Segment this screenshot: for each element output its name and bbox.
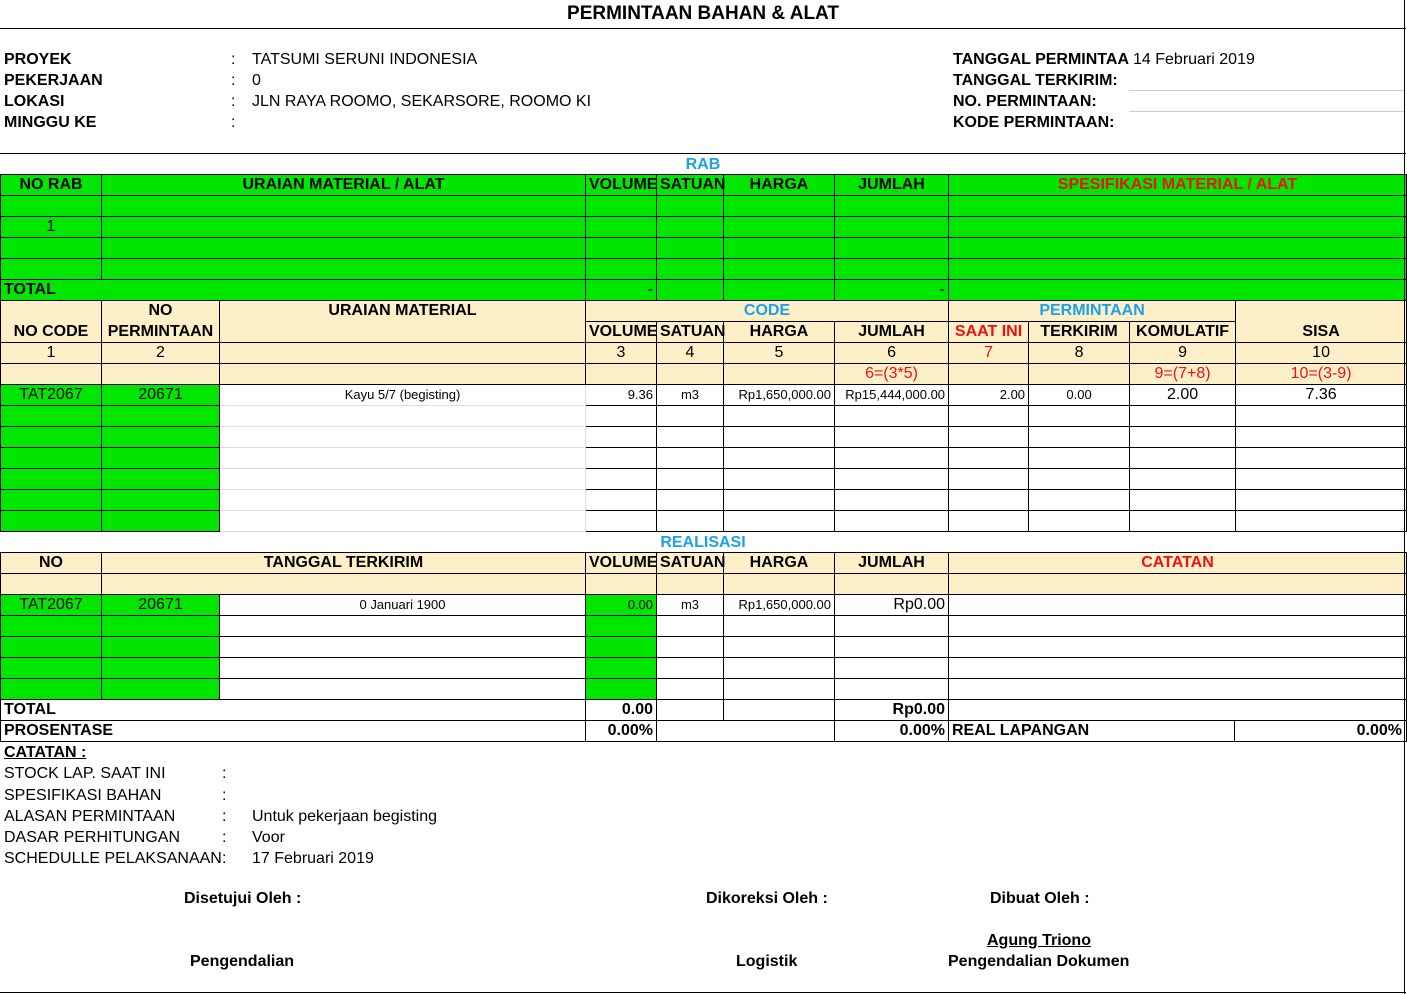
real-col-volume: VOLUME [586,553,657,574]
real-total-jumlah: Rp0.00 [835,700,949,721]
real-row-no-permintaan[interactable]: 20671 [102,595,220,616]
perm-row-saat-ini[interactable]: 2.00 [949,385,1029,406]
colnum: 2 [102,343,220,364]
formula-sisa: 10=(3-9) [1236,364,1407,385]
proyek-value: TATSUMI SERUNI INDONESIA [252,51,478,68]
perm-col-satuan: SATUAN [657,322,724,343]
perm-row-sisa[interactable]: 7.36 [1236,385,1407,406]
minggu-label: MINGGU KE [4,114,97,131]
real-col-no: NO [1,553,102,574]
table-row [1,385,1407,406]
catatan-dasar-label: DASAR PERHITUNGAN [4,829,181,846]
pekerjaan-value: 0 [252,72,261,89]
table-row [1,238,1407,259]
catatan-stock-label: STOCK LAP. SAAT INI [4,765,166,782]
perm-col-terkirim: TERKIRIM [1029,322,1130,343]
table-row [1,469,1407,490]
perm-col-volume: VOLUME [586,322,657,343]
permintaan-formula-row [1,364,1407,385]
rab-col-uraian: URAIAN MATERIAL / ALAT [102,175,586,196]
table-row [1,595,1407,616]
perm-row-volume[interactable]: 9.36 [586,385,657,406]
real-lapangan-label: REAL LAPANGAN [952,722,1090,739]
perm-row-satuan[interactable]: m3 [657,385,724,406]
rab-col-volume: VOLUME [586,175,657,196]
rab-col-harga: HARGA [724,175,835,196]
colnum: 7 [949,343,1029,364]
prosentase-jumlah: 0.00% [835,721,949,742]
real-row-volume[interactable]: 0.00 [586,595,657,616]
perm-col-uraian: URAIAN MATERIAL [220,301,586,322]
pekerjaan-sep: : [231,72,236,89]
table-row [1,490,1407,511]
prosentase-volume: 0.00% [586,721,657,742]
perm-code-group: CODE [586,301,949,322]
rab-table [0,174,1407,301]
lokasi-value: JLN RAYA ROOMO, SEKARSORE, ROOMO KI [252,93,592,110]
catatan-alasan-sep: : [222,808,227,825]
rab-col-satuan: SATUAN [657,175,724,196]
colnum: 10 [1236,343,1407,364]
table-row [1,217,1407,238]
dibuat-role: Pengendalian Dokumen [948,953,1130,970]
colnum: 4 [657,343,724,364]
dikoreksi-role: Logistik [736,953,798,970]
formula-komulatif: 9=(7+8) [1130,364,1236,385]
real-row-jumlah[interactable]: Rp0.00 [835,595,949,616]
realisasi-header-row [1,553,1407,574]
formula-jumlah: 6=(3*5) [835,364,949,385]
rab-col-jumlah: JUMLAH [835,175,949,196]
table-row [1,679,1407,700]
perm-row-terkirim[interactable]: 0.00 [1029,385,1130,406]
colnum: 3 [586,343,657,364]
proyek-label: PROYEK [4,51,72,68]
dibuat-label: Dibuat Oleh : [990,890,1090,907]
perm-col-sisa: SISA [1236,322,1407,343]
table-row [1,511,1407,532]
colnum: 8 [1029,343,1130,364]
no-permintaan-label: NO. PERMINTAAN: [953,93,1097,110]
catatan-schedule-label: SCHEDULLE PELAKSANAAN [4,850,222,867]
perm-col-no-code: NO CODE [1,322,102,343]
perm-row-jumlah[interactable]: Rp15,444,000.00 [835,385,949,406]
real-col-harga: HARGA [724,553,835,574]
catatan-alasan-value: Untuk pekerjaan begisting [252,808,438,825]
rab-section-label: RAB [685,156,721,173]
proyek-sep: : [231,51,236,68]
realisasi-total-row [1,700,1407,721]
perm-col-jumlah: JUMLAH [835,322,949,343]
perm-col-harga: HARGA [724,322,835,343]
perm-col-komulatif: KOMULATIF [1130,322,1236,343]
rab-total-volume: - [586,280,657,301]
disetujui-role: Pengendalian [190,953,295,970]
catatan-spesifikasi-label: SPESIFIKASI BAHAN [4,787,162,804]
colnum: 1 [1,343,102,364]
catatan-dasar-value: Voor [252,829,285,846]
lokasi-label: LOKASI [4,93,65,110]
table-row [1,196,1407,217]
permintaan-table [0,300,1407,532]
rab-total-label: TOTAL [1,280,102,301]
catatan-schedule-value: 17 Februari 2019 [252,850,374,867]
kode-permintaan-field-line [1129,111,1405,112]
table-row [1,637,1407,658]
real-col-satuan: SATUAN [657,553,724,574]
bottom-border [0,992,1406,993]
permintaan-colnum-row [1,343,1407,364]
tanggal-permintaan-value: 14 Februari 2019 [1133,51,1255,68]
prosentase-row [1,721,1407,742]
real-col-jumlah: JUMLAH [835,553,949,574]
real-lapangan-value: 0.00% [1356,722,1402,739]
real-total-volume: 0.00 [586,700,657,721]
realisasi-spacer-row [1,574,1407,595]
table-row [1,406,1407,427]
permintaan-header-row-2 [1,322,1407,343]
table-row [1,658,1407,679]
table-row [1,448,1407,469]
colnum: 5 [724,343,835,364]
real-col-tanggal: TANGGAL TERKIRIM [102,553,586,574]
perm-row-komulatif[interactable]: 2.00 [1130,385,1236,406]
kode-permintaan-label: KODE PERMINTAAN: [953,114,1115,131]
real-total-label: TOTAL [1,700,102,721]
rab-total-row [1,280,1407,301]
catatan-dasar-sep: : [222,829,227,846]
real-row-tanggal[interactable]: 0 Januari 1900 [220,595,586,616]
lokasi-sep: : [231,93,236,110]
minggu-sep: : [231,114,236,131]
prosentase-label: PROSENTASE [1,721,102,742]
real-row-no-code[interactable]: TAT2067 [1,595,102,616]
catatan-alasan-label: ALASAN PERMINTAAN [4,808,176,825]
rab-header-row [1,175,1407,196]
colnum: 9 [1130,343,1236,364]
real-col-catatan: CATATAN [949,553,1407,574]
form-title: PERMINTAAN BAHAN & ALAT [0,0,1406,29]
real-row-harga[interactable]: Rp1,650,000.00 [724,595,835,616]
pekerjaan-label: PEKERJAAN [4,72,103,89]
rab-col-no-rab: NO RAB [1,175,102,196]
perm-permintaan-group: PERMINTAAN [949,301,1236,322]
rab-col-spesifikasi: SPESIFIKASI MATERIAL / ALAT [949,175,1407,196]
perm-row-no-code[interactable]: TAT2067 [1,385,102,406]
rab-total-jumlah: - [835,280,949,301]
catatan-stock-sep: : [222,765,227,782]
perm-row-uraian[interactable]: Kayu 5/7 (begisting) [220,385,586,406]
tanggal-terkirim-label: TANGGAL TERKIRIM: [953,72,1118,89]
catatan-spesifikasi-sep: : [222,787,227,804]
realisasi-section-label: REALISASI [660,534,746,551]
perm-row-harga[interactable]: Rp1,650,000.00 [724,385,835,406]
tanggal-permintaan-label: TANGGAL PERMINTAA [953,51,1129,68]
dikoreksi-label: Dikoreksi Oleh : [706,890,828,907]
catatan-schedule-sep: : [222,850,227,867]
disetujui-label: Disetujui Oleh : [184,890,302,907]
perm-col-no-1: NO [102,301,220,322]
perm-col-saat-ini: SAAT INI [949,322,1029,343]
right-border [1404,0,1405,994]
no-permintaan-field-line [1129,90,1405,91]
perm-col-no-2: PERMINTAAN [102,322,220,343]
table-row [1,427,1407,448]
catatan-heading: CATATAN : [4,744,87,761]
dibuat-name: Agung Triono [987,932,1091,949]
rab-row-no[interactable]: 1 [1,217,102,238]
table-row [1,616,1407,637]
table-row [1,259,1407,280]
perm-row-no-permintaan[interactable]: 20671 [102,385,220,406]
realisasi-table [0,552,1407,742]
permintaan-header-row-1 [1,301,1407,322]
real-row-satuan[interactable]: m3 [657,595,724,616]
colnum: 6 [835,343,949,364]
